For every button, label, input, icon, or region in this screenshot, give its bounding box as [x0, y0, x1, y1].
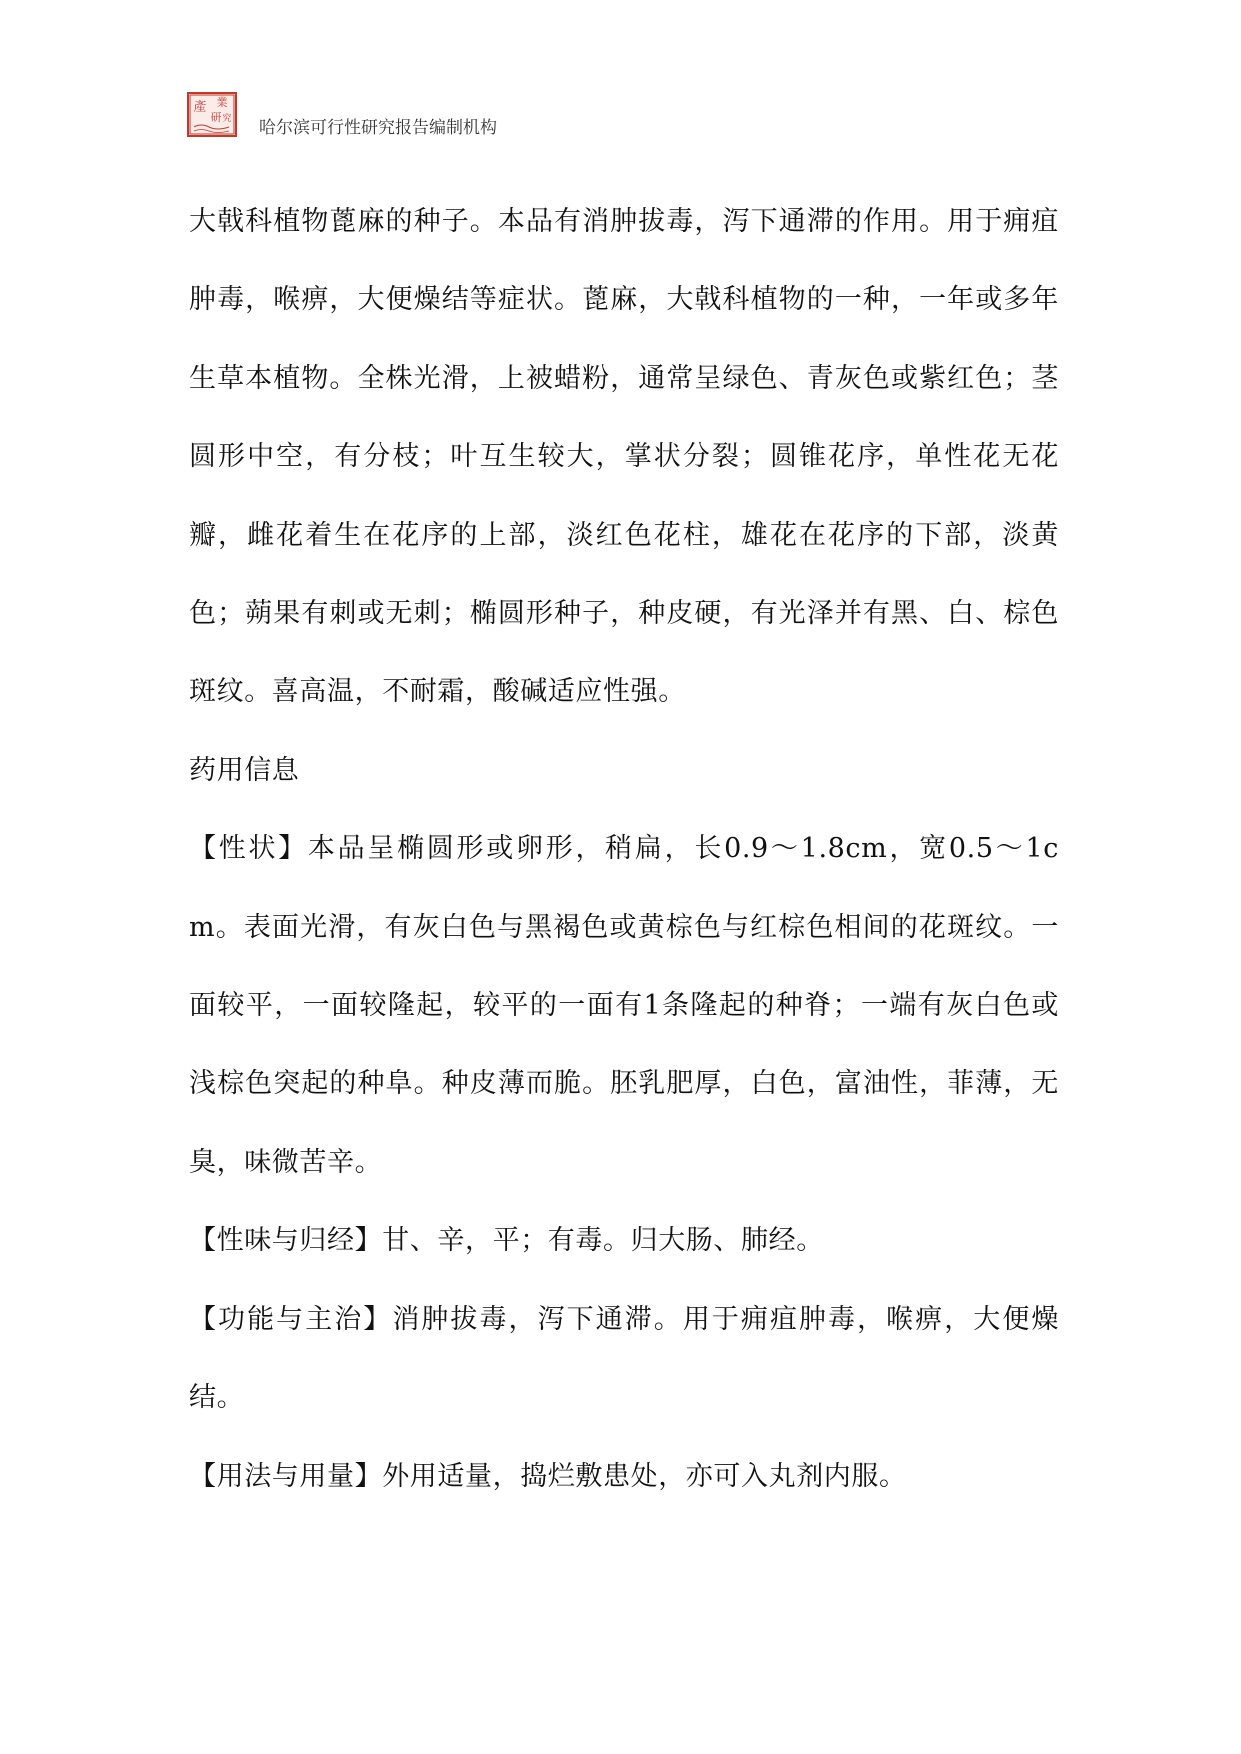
usage-dosage-paragraph: 【用法与用量】外用适量，捣烂敷患处，亦可入丸剂内服。: [189, 1460, 907, 1492]
document-body: [189, 183, 1059, 1516]
page-header: [187, 92, 887, 142]
seal-logo: [187, 92, 237, 137]
svg-text:究: 究: [222, 114, 232, 124]
organization-name: 哈尔滨可行性研究报告编制机构: [259, 118, 497, 138]
function-indication-paragraph: 【功能与主治】消肿拔毒，泻下通滞。用于痈疽肿毒，喉痹，大便燥结。: [189, 1303, 1059, 1414]
taste-meridian-paragraph: 【性味与归经】甘、辛，平；有毒。归大肠、肺经。: [189, 1225, 824, 1257]
svg-text:產: 產: [193, 100, 207, 115]
section-heading: 药用信息: [189, 754, 300, 786]
svg-text:業: 業: [216, 96, 228, 109]
intro-paragraph: 大戟科植物蓖麻的种子。本品有消肿拔毒，泻下通滞的作用。用于痈疽肿毒，喉痹，大便燥结等症状。蓖麻，大戟科植物的一种，一年或多年生草本植物。全株光滑，上被蜡粉，通常呈绿色、青灰色或紫红色；茎圆形中空，有分枝；叶互生较大，掌状分裂；圆锥花序，单性花无花瓣，雌花着生在花序的上部，淡红色花柱，雄花在花序的下部，淡黄色；蒴果有刺或无刺；椭圆形种子，种皮硬，有光泽并有黑、白、棕色斑纹。喜高温，不耐霜，酸碱适应性强。: [189, 206, 1059, 708]
svg-text:研: 研: [210, 111, 222, 124]
properties-paragraph: 【性状】本品呈椭圆形或卵形，稍扁，长0.9～1.8cm，宽0.5～1cm。表面光滑，有灰白色与黑褐色或黄棕色与红棕色相间的花斑纹。一面较平，一面较隆起，较平的一面有1条隆起的种脊；一端有灰白色或浅棕色突起的种阜。种皮薄而脆。胚乳肥厚，白色，富油性，菲薄，无臭，味微苦辛。: [189, 833, 1059, 1178]
seal-logo-graphic: [189, 94, 235, 135]
